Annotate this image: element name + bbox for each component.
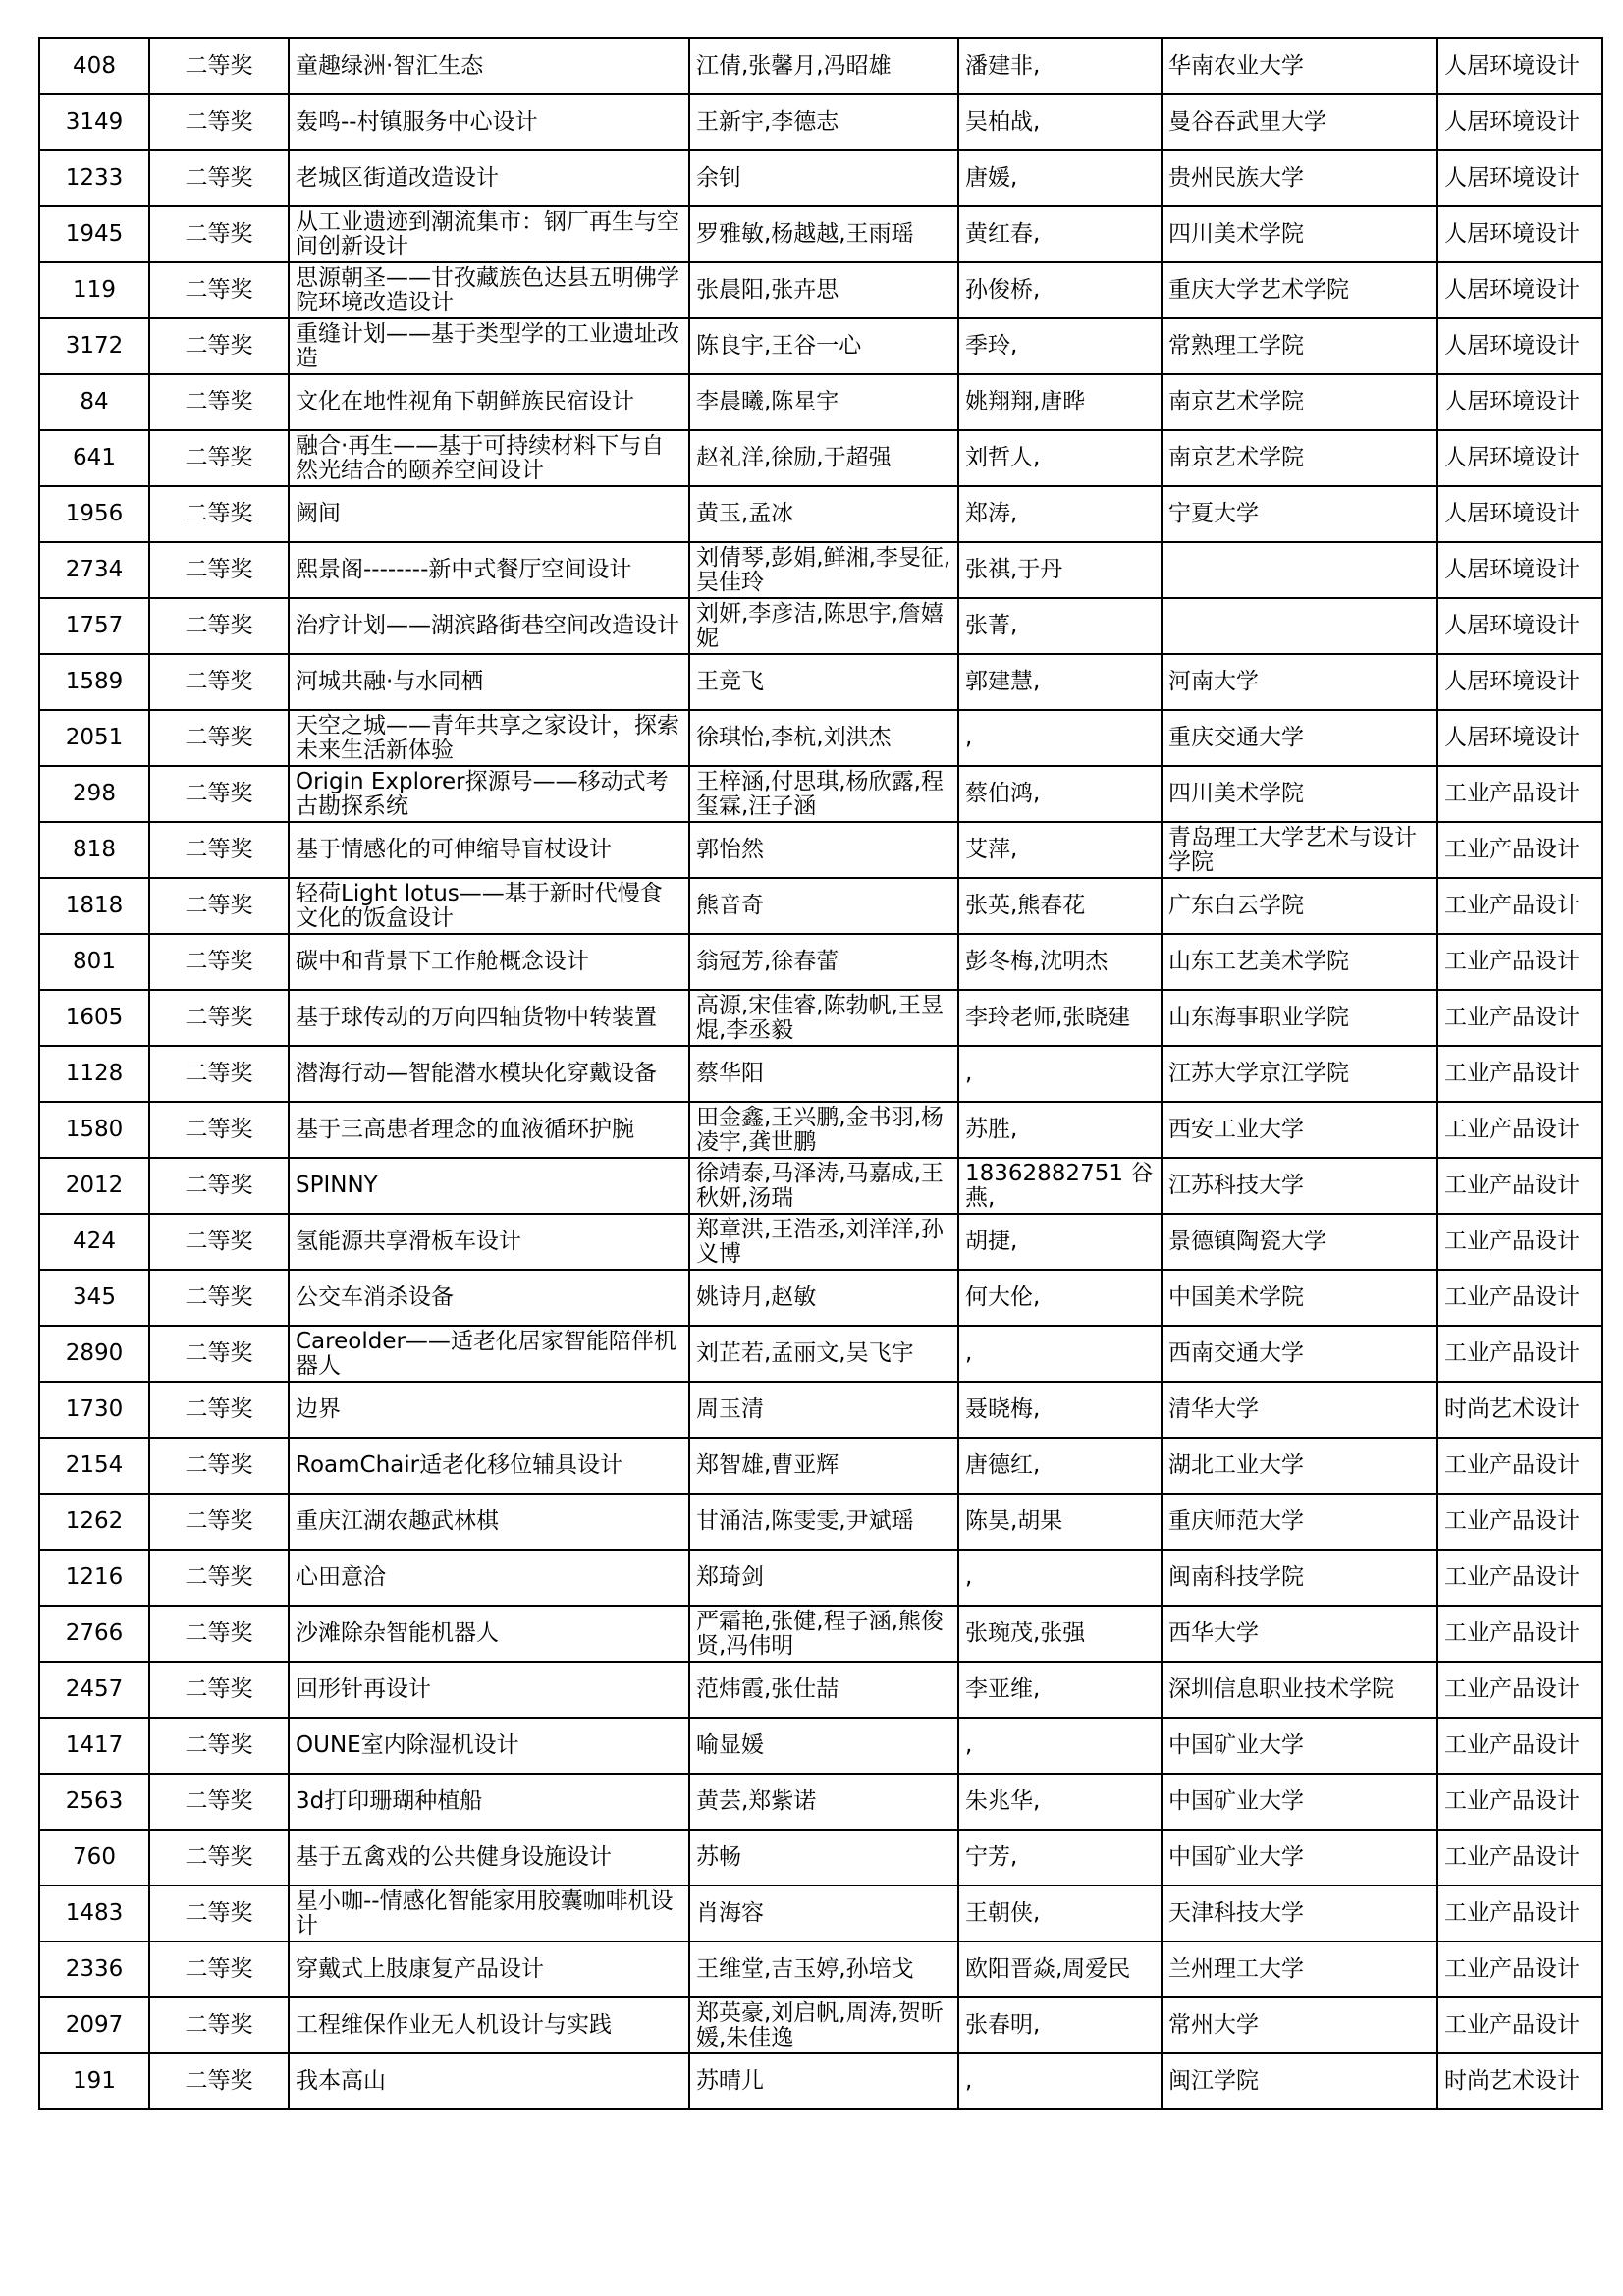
school-cell: 重庆大学艺术学院: [1162, 262, 1437, 318]
entry-id-cell: 1730: [39, 1382, 149, 1438]
work-title-cell: SPINNY: [289, 1158, 689, 1214]
advisors-cell: 王朝侠,: [958, 1886, 1162, 1941]
entry-id-cell: 2563: [39, 1774, 149, 1830]
school-cell: 宁夏大学: [1162, 486, 1437, 542]
work-title-cell: 河城共融·与水同栖: [289, 654, 689, 710]
school-cell: 兰州理工大学: [1162, 1941, 1437, 1997]
work-title-cell: 思源朝圣——甘孜藏族色达县五明佛学院环境改造设计: [289, 262, 689, 318]
school-cell: 江苏大学京江学院: [1162, 1046, 1437, 1102]
advisors-cell: 18362882751 谷燕,: [958, 1158, 1162, 1214]
authors-cell: 翁冠芳,徐春蕾: [689, 934, 958, 990]
award-level-cell: 二等奖: [149, 1606, 289, 1662]
entry-id-cell: 1956: [39, 486, 149, 542]
category-cell: 工业产品设计: [1437, 822, 1602, 878]
award-level-cell: 二等奖: [149, 878, 289, 934]
entry-id-cell: 298: [39, 766, 149, 822]
award-level-cell: 二等奖: [149, 598, 289, 654]
advisors-cell: 聂晓梅,: [958, 1382, 1162, 1438]
advisors-cell: 李玲老师,张晓建: [958, 990, 1162, 1046]
table-row: [39, 1830, 1602, 1886]
category-cell: 工业产品设计: [1437, 1718, 1602, 1774]
entry-id-cell: 1262: [39, 1494, 149, 1550]
advisors-cell: 欧阳晋焱,周爱民: [958, 1941, 1162, 1997]
award-level-cell: 二等奖: [149, 934, 289, 990]
entry-id-cell: 1417: [39, 1718, 149, 1774]
award-level-cell: 二等奖: [149, 654, 289, 710]
advisors-cell: 苏胜,: [958, 1102, 1162, 1158]
category-cell: 工业产品设计: [1437, 766, 1602, 822]
advisors-cell: ,: [958, 1718, 1162, 1774]
advisors-cell: ,: [958, 1550, 1162, 1606]
category-cell: 人居环境设计: [1437, 374, 1602, 430]
award-level-cell: 二等奖: [149, 1494, 289, 1550]
table-row: [39, 1326, 1602, 1382]
authors-cell: 江倩,张馨月,冯昭雄: [689, 38, 958, 94]
school-cell: 山东海事职业学院: [1162, 990, 1437, 1046]
school-cell: 南京艺术学院: [1162, 374, 1437, 430]
authors-cell: 陈良宇,王谷一心: [689, 318, 958, 374]
category-cell: 工业产品设计: [1437, 1438, 1602, 1494]
award-level-cell: 二等奖: [149, 1997, 289, 2053]
entry-id-cell: 1589: [39, 654, 149, 710]
school-cell: 河南大学: [1162, 654, 1437, 710]
category-cell: 人居环境设计: [1437, 262, 1602, 318]
entry-id-cell: 408: [39, 38, 149, 94]
work-title-cell: 工程维保作业无人机设计与实践: [289, 1997, 689, 2053]
work-title-cell: 边界: [289, 1382, 689, 1438]
award-level-cell: 二等奖: [149, 1046, 289, 1102]
advisors-cell: 李亚维,: [958, 1662, 1162, 1718]
authors-cell: 徐靖泰,马泽涛,马嘉成,王秋妍,汤瑞: [689, 1158, 958, 1214]
entry-id-cell: 191: [39, 2053, 149, 2109]
category-cell: 工业产品设计: [1437, 1494, 1602, 1550]
entry-id-cell: 1945: [39, 206, 149, 262]
category-cell: 人居环境设计: [1437, 486, 1602, 542]
authors-cell: 王竞飞: [689, 654, 958, 710]
school-cell: 四川美术学院: [1162, 206, 1437, 262]
award-level-cell: 二等奖: [149, 430, 289, 486]
award-level-cell: 二等奖: [149, 1550, 289, 1606]
award-level-cell: 二等奖: [149, 206, 289, 262]
award-level-cell: 二等奖: [149, 1214, 289, 1270]
school-cell: 闽南科技学院: [1162, 1550, 1437, 1606]
category-cell: 人居环境设计: [1437, 206, 1602, 262]
authors-cell: 姚诗月,赵敏: [689, 1270, 958, 1326]
school-cell: 重庆交通大学: [1162, 710, 1437, 766]
work-title-cell: 星小咖--情感化智能家用胶囊咖啡机设计: [289, 1886, 689, 1941]
award-level-cell: 二等奖: [149, 262, 289, 318]
category-cell: 工业产品设计: [1437, 1774, 1602, 1830]
work-title-cell: 我本高山: [289, 2053, 689, 2109]
table-row: [39, 1046, 1602, 1102]
category-cell: 工业产品设计: [1437, 934, 1602, 990]
school-cell: 常州大学: [1162, 1997, 1437, 2053]
table-row: [39, 1886, 1602, 1941]
category-cell: 工业产品设计: [1437, 1941, 1602, 1997]
work-title-cell: 3d打印珊瑚种植船: [289, 1774, 689, 1830]
authors-cell: 刘妍,李彦洁,陈思宇,詹嬉妮: [689, 598, 958, 654]
category-cell: 工业产品设计: [1437, 1046, 1602, 1102]
work-title-cell: 老城区街道改造设计: [289, 150, 689, 206]
authors-cell: 张晨阳,张卉思: [689, 262, 958, 318]
school-cell: 重庆师范大学: [1162, 1494, 1437, 1550]
advisors-cell: 宁芳,: [958, 1830, 1162, 1886]
authors-cell: 熊音奇: [689, 878, 958, 934]
category-cell: 工业产品设计: [1437, 1997, 1602, 2053]
entry-id-cell: 2097: [39, 1997, 149, 2053]
school-cell: 中国矿业大学: [1162, 1830, 1437, 1886]
work-title-cell: Careolder——适老化居家智能陪伴机器人: [289, 1326, 689, 1382]
table-row: [39, 1214, 1602, 1270]
award-level-cell: 二等奖: [149, 1102, 289, 1158]
school-cell: 四川美术学院: [1162, 766, 1437, 822]
authors-cell: 蔡华阳: [689, 1046, 958, 1102]
work-title-cell: 公交车消杀设备: [289, 1270, 689, 1326]
school-cell: 华南农业大学: [1162, 38, 1437, 94]
entry-id-cell: 760: [39, 1830, 149, 1886]
category-cell: 时尚艺术设计: [1437, 2053, 1602, 2109]
category-cell: 工业产品设计: [1437, 1830, 1602, 1886]
award-level-cell: 二等奖: [149, 38, 289, 94]
entry-id-cell: 345: [39, 1270, 149, 1326]
table-row: [39, 766, 1602, 822]
award-level-cell: 二等奖: [149, 2053, 289, 2109]
advisors-cell: 胡捷,: [958, 1214, 1162, 1270]
advisors-cell: 姚翔翔,唐晔: [958, 374, 1162, 430]
advisors-cell: 郭建慧,: [958, 654, 1162, 710]
table-row: [39, 1941, 1602, 1997]
school-cell: 西南交通大学: [1162, 1326, 1437, 1382]
entry-id-cell: 3172: [39, 318, 149, 374]
entry-id-cell: 2457: [39, 1662, 149, 1718]
school-cell: [1162, 598, 1437, 654]
table-row: [39, 262, 1602, 318]
work-title-cell: 熙景阁--------新中式餐厅空间设计: [289, 542, 689, 598]
table-row: [39, 654, 1602, 710]
school-cell: 深圳信息职业技术学院: [1162, 1662, 1437, 1718]
work-title-cell: 治疗计划——湖滨路街巷空间改造设计: [289, 598, 689, 654]
award-level-cell: 二等奖: [149, 1718, 289, 1774]
table-row: [39, 1270, 1602, 1326]
award-level-cell: 二等奖: [149, 1382, 289, 1438]
table-row: [39, 1494, 1602, 1550]
authors-cell: 郑章洪,王浩丞,刘洋洋,孙义博: [689, 1214, 958, 1270]
table-row: [39, 990, 1602, 1046]
authors-cell: 赵礼洋,徐励,于超强: [689, 430, 958, 486]
school-cell: 广东白云学院: [1162, 878, 1437, 934]
entry-id-cell: 641: [39, 430, 149, 486]
authors-cell: 刘倩琴,彭娟,鲜湘,李旻征,吴佳玲: [689, 542, 958, 598]
advisors-cell: 张琬茂,张强: [958, 1606, 1162, 1662]
entry-id-cell: 1483: [39, 1886, 149, 1941]
table-row: [39, 430, 1602, 486]
table-row: [39, 1550, 1602, 1606]
category-cell: 工业产品设计: [1437, 990, 1602, 1046]
advisors-cell: 唐德红,: [958, 1438, 1162, 1494]
work-title-cell: OUNE室内除湿机设计: [289, 1718, 689, 1774]
school-cell: 山东工艺美术学院: [1162, 934, 1437, 990]
work-title-cell: 潜海行动—智能潜水模块化穿戴设备: [289, 1046, 689, 1102]
authors-cell: 王梓涵,付思琪,杨欣露,程玺霖,汪子涵: [689, 766, 958, 822]
entry-id-cell: 1580: [39, 1102, 149, 1158]
advisors-cell: 唐媛,: [958, 150, 1162, 206]
work-title-cell: 基于三高患者理念的血液循环护腕: [289, 1102, 689, 1158]
category-cell: 人居环境设计: [1437, 710, 1602, 766]
entry-id-cell: 2051: [39, 710, 149, 766]
table-row: [39, 1662, 1602, 1718]
award-level-cell: 二等奖: [149, 1326, 289, 1382]
table-row: [39, 878, 1602, 934]
authors-cell: 郑智雄,曹亚辉: [689, 1438, 958, 1494]
work-title-cell: 天空之城——青年共享之家设计，探索未来生活新体验: [289, 710, 689, 766]
table-row: [39, 318, 1602, 374]
entry-id-cell: 3149: [39, 94, 149, 150]
authors-cell: 李晨曦,陈星宇: [689, 374, 958, 430]
school-cell: 天津科技大学: [1162, 1886, 1437, 1941]
advisors-cell: 潘建非,: [958, 38, 1162, 94]
work-title-cell: 阙间: [289, 486, 689, 542]
school-cell: 闽江学院: [1162, 2053, 1437, 2109]
advisors-cell: 张祺,于丹: [958, 542, 1162, 598]
authors-cell: 甘涌洁,陈雯雯,尹斌瑶: [689, 1494, 958, 1550]
work-title-cell: 沙滩除杂智能机器人: [289, 1606, 689, 1662]
school-cell: 青岛理工大学艺术与设计学院: [1162, 822, 1437, 878]
work-title-cell: 轻荷Light lotus——基于新时代慢食文化的饭盒设计: [289, 878, 689, 934]
table-row: [39, 1102, 1602, 1158]
entry-id-cell: 2734: [39, 542, 149, 598]
authors-cell: 刘芷若,孟丽文,吴飞宇: [689, 1326, 958, 1382]
authors-cell: 徐琪怡,李杭,刘洪杰: [689, 710, 958, 766]
authors-cell: 喻显媛: [689, 1718, 958, 1774]
award-level-cell: 二等奖: [149, 990, 289, 1046]
award-level-cell: 二等奖: [149, 1662, 289, 1718]
authors-cell: 郑英豪,刘启帆,周涛,贺昕媛,朱佳逸: [689, 1997, 958, 2053]
school-cell: 贵州民族大学: [1162, 150, 1437, 206]
category-cell: 人居环境设计: [1437, 598, 1602, 654]
authors-cell: 黄芸,郑紫诺: [689, 1774, 958, 1830]
school-cell: 江苏科技大学: [1162, 1158, 1437, 1214]
authors-cell: 高源,宋佳睿,陈勃帆,王昱焜,李丞毅: [689, 990, 958, 1046]
school-cell: 中国美术学院: [1162, 1270, 1437, 1326]
advisors-cell: 何大伦,: [958, 1270, 1162, 1326]
authors-cell: 余钊: [689, 150, 958, 206]
school-cell: 湖北工业大学: [1162, 1438, 1437, 1494]
authors-cell: 范炜霞,张仕喆: [689, 1662, 958, 1718]
work-title-cell: 从工业遗迹到潮流集市：钢厂再生与空间创新设计: [289, 206, 689, 262]
entry-id-cell: 84: [39, 374, 149, 430]
work-title-cell: 心田意洽: [289, 1550, 689, 1606]
category-cell: 工业产品设计: [1437, 1214, 1602, 1270]
authors-cell: 肖海容: [689, 1886, 958, 1941]
award-level-cell: 二等奖: [149, 1886, 289, 1941]
authors-cell: 王维堂,吉玉婷,孙培戈: [689, 1941, 958, 1997]
entry-id-cell: 1605: [39, 990, 149, 1046]
table-row: [39, 486, 1602, 542]
award-level-cell: 二等奖: [149, 318, 289, 374]
category-cell: 人居环境设计: [1437, 430, 1602, 486]
entry-id-cell: 1128: [39, 1046, 149, 1102]
table-row: [39, 1606, 1602, 1662]
advisors-cell: 蔡伯鸿,: [958, 766, 1162, 822]
entry-id-cell: 801: [39, 934, 149, 990]
work-title-cell: 融合·再生——基于可持续材料下与自然光结合的颐养空间设计: [289, 430, 689, 486]
school-cell: [1162, 542, 1437, 598]
work-title-cell: 基于球传动的万向四轴货物中转装置: [289, 990, 689, 1046]
school-cell: 清华大学: [1162, 1382, 1437, 1438]
award-level-cell: 二等奖: [149, 710, 289, 766]
advisors-cell: ,: [958, 2053, 1162, 2109]
table-row: [39, 206, 1602, 262]
school-cell: 景德镇陶瓷大学: [1162, 1214, 1437, 1270]
category-cell: 人居环境设计: [1437, 38, 1602, 94]
category-cell: 人居环境设计: [1437, 150, 1602, 206]
table-row: [39, 38, 1602, 94]
advisors-cell: 艾萍,: [958, 822, 1162, 878]
advisors-cell: 刘哲人,: [958, 430, 1162, 486]
award-level-cell: 二等奖: [149, 486, 289, 542]
table-row: [39, 934, 1602, 990]
authors-cell: 周玉清: [689, 1382, 958, 1438]
table-row: [39, 542, 1602, 598]
school-cell: 中国矿业大学: [1162, 1774, 1437, 1830]
category-cell: 工业产品设计: [1437, 1158, 1602, 1214]
entry-id-cell: 1216: [39, 1550, 149, 1606]
advisors-cell: 孙俊桥,: [958, 262, 1162, 318]
work-title-cell: RoamChair适老化移位辅具设计: [289, 1438, 689, 1494]
advisors-cell: 彭冬梅,沈明杰: [958, 934, 1162, 990]
award-level-cell: 二等奖: [149, 822, 289, 878]
work-title-cell: 回形针再设计: [289, 1662, 689, 1718]
entry-id-cell: 1757: [39, 598, 149, 654]
advisors-cell: ,: [958, 1046, 1162, 1102]
table-row: [39, 1997, 1602, 2053]
work-title-cell: 氢能源共享滑板车设计: [289, 1214, 689, 1270]
work-title-cell: 基于五禽戏的公共健身设施设计: [289, 1830, 689, 1886]
authors-cell: 罗雅敏,杨越越,王雨瑶: [689, 206, 958, 262]
category-cell: 人居环境设计: [1437, 542, 1602, 598]
entry-id-cell: 119: [39, 262, 149, 318]
table-row: [39, 1382, 1602, 1438]
entry-id-cell: 818: [39, 822, 149, 878]
award-level-cell: 二等奖: [149, 1270, 289, 1326]
work-title-cell: 重庆江湖农趣武林棋: [289, 1494, 689, 1550]
category-cell: 人居环境设计: [1437, 318, 1602, 374]
advisors-cell: ,: [958, 1326, 1162, 1382]
category-cell: 工业产品设计: [1437, 1270, 1602, 1326]
school-cell: 西安工业大学: [1162, 1102, 1437, 1158]
award-level-cell: 二等奖: [149, 1830, 289, 1886]
authors-cell: 严霜艳,张健,程子涵,熊俊贤,冯伟明: [689, 1606, 958, 1662]
work-title-cell: 文化在地性视角下朝鲜族民宿设计: [289, 374, 689, 430]
award-level-cell: 二等奖: [149, 1438, 289, 1494]
entry-id-cell: 424: [39, 1214, 149, 1270]
entry-id-cell: 2890: [39, 1326, 149, 1382]
category-cell: 工业产品设计: [1437, 1550, 1602, 1606]
work-title-cell: 重缝计划——基于类型学的工业遗址改造: [289, 318, 689, 374]
advisors-cell: 张菁,: [958, 598, 1162, 654]
advisors-cell: 郑涛,: [958, 486, 1162, 542]
table-row: [39, 598, 1602, 654]
school-cell: 南京艺术学院: [1162, 430, 1437, 486]
school-cell: 西华大学: [1162, 1606, 1437, 1662]
table-row: [39, 710, 1602, 766]
table-row: [39, 822, 1602, 878]
authors-cell: 苏畅: [689, 1830, 958, 1886]
work-title-cell: 碳中和背景下工作舱概念设计: [289, 934, 689, 990]
school-cell: 常熟理工学院: [1162, 318, 1437, 374]
advisors-cell: 季玲,: [958, 318, 1162, 374]
award-level-cell: 二等奖: [149, 766, 289, 822]
entry-id-cell: 1818: [39, 878, 149, 934]
authors-cell: 苏晴儿: [689, 2053, 958, 2109]
category-cell: 人居环境设计: [1437, 94, 1602, 150]
award-level-cell: 二等奖: [149, 1941, 289, 1997]
table-row: [39, 150, 1602, 206]
table-row: [39, 1158, 1602, 1214]
work-title-cell: 轰鸣--村镇服务中心设计: [289, 94, 689, 150]
work-title-cell: Origin Explorer探源号——移动式考古勘探系统: [289, 766, 689, 822]
award-level-cell: 二等奖: [149, 1158, 289, 1214]
advisors-cell: ,: [958, 710, 1162, 766]
advisors-cell: 陈昊,胡果: [958, 1494, 1162, 1550]
work-title-cell: 穿戴式上肢康复产品设计: [289, 1941, 689, 1997]
award-table-body: [39, 38, 1602, 2109]
award-level-cell: 二等奖: [149, 374, 289, 430]
authors-cell: 郑琦剑: [689, 1550, 958, 1606]
category-cell: 工业产品设计: [1437, 1326, 1602, 1382]
entry-id-cell: 1233: [39, 150, 149, 206]
work-title-cell: 基于情感化的可伸缩导盲杖设计: [289, 822, 689, 878]
entry-id-cell: 2766: [39, 1606, 149, 1662]
table-row: [39, 2053, 1602, 2109]
advisors-cell: 朱兆华,: [958, 1774, 1162, 1830]
authors-cell: 郭怡然: [689, 822, 958, 878]
table-row: [39, 1718, 1602, 1774]
award-level-cell: 二等奖: [149, 542, 289, 598]
table-row: [39, 374, 1602, 430]
work-title-cell: 童趣绿洲·智汇生态: [289, 38, 689, 94]
advisors-cell: 张英,熊春花: [958, 878, 1162, 934]
category-cell: 工业产品设计: [1437, 1886, 1602, 1941]
advisors-cell: 张春明,: [958, 1997, 1162, 2053]
award-level-cell: 二等奖: [149, 94, 289, 150]
category-cell: 时尚艺术设计: [1437, 1382, 1602, 1438]
category-cell: 工业产品设计: [1437, 1662, 1602, 1718]
award-list-table: [38, 37, 1603, 2110]
authors-cell: 黄玉,孟冰: [689, 486, 958, 542]
table-row: [39, 94, 1602, 150]
table-row: [39, 1774, 1602, 1830]
entry-id-cell: 2012: [39, 1158, 149, 1214]
advisors-cell: 吴柏战,: [958, 94, 1162, 150]
entry-id-cell: 2336: [39, 1941, 149, 1997]
authors-cell: 田金鑫,王兴鹏,金书羽,杨凌宇,龚世鹏: [689, 1102, 958, 1158]
category-cell: 工业产品设计: [1437, 1102, 1602, 1158]
school-cell: 曼谷吞武里大学: [1162, 94, 1437, 150]
award-level-cell: 二等奖: [149, 1774, 289, 1830]
entry-id-cell: 2154: [39, 1438, 149, 1494]
advisors-cell: 黄红春,: [958, 206, 1162, 262]
category-cell: 工业产品设计: [1437, 878, 1602, 934]
school-cell: 中国矿业大学: [1162, 1718, 1437, 1774]
award-level-cell: 二等奖: [149, 150, 289, 206]
authors-cell: 王新宇,李德志: [689, 94, 958, 150]
category-cell: 工业产品设计: [1437, 1606, 1602, 1662]
category-cell: 人居环境设计: [1437, 654, 1602, 710]
table-row: [39, 1438, 1602, 1494]
